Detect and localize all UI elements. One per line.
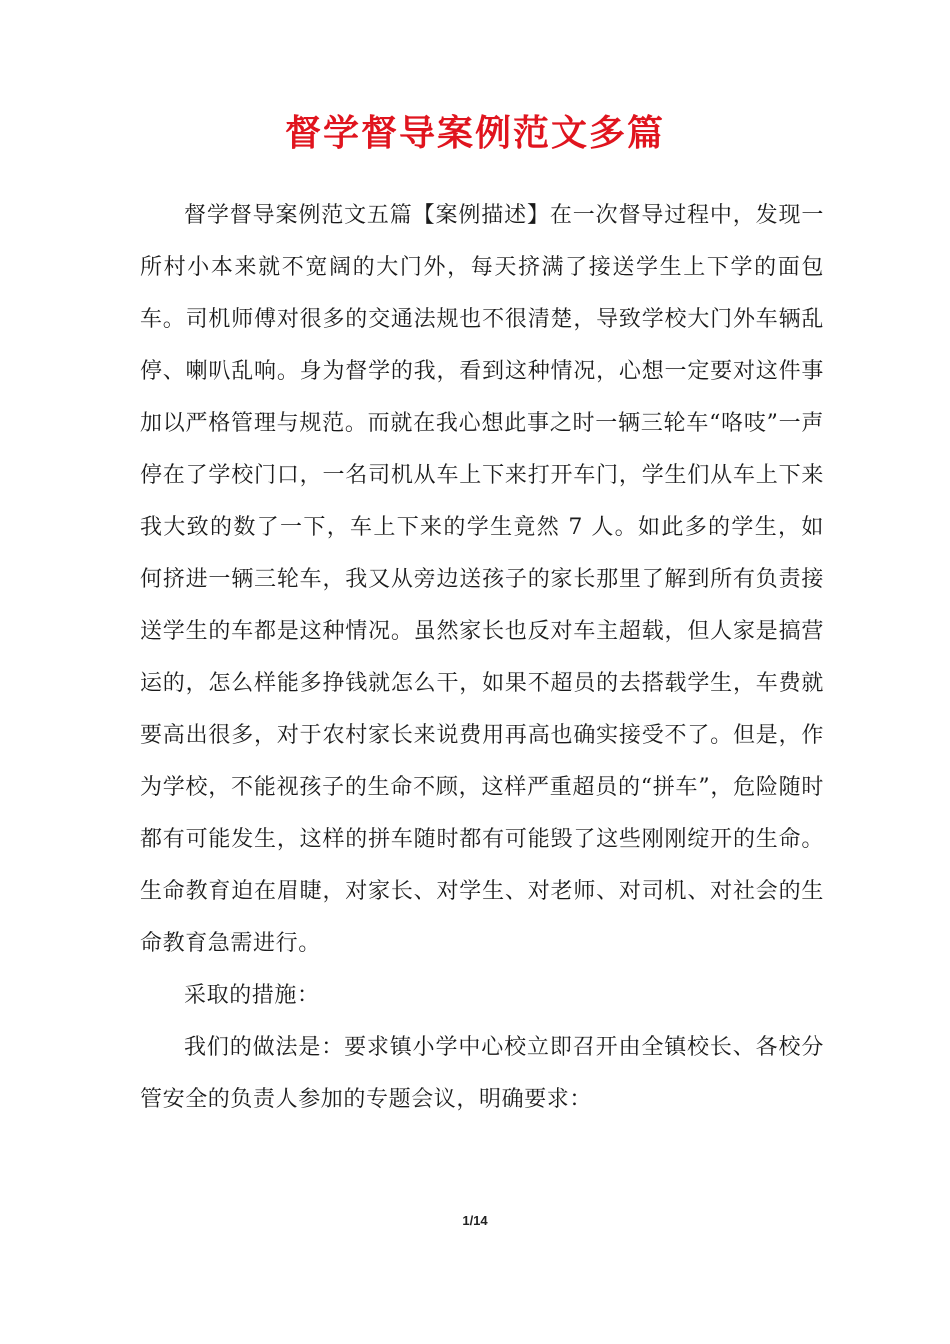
paragraph-case-description: 督学督导案例范文五篇【案例描述】在一次督导过程中，发现一所村小本来就不宽阔的大门外，每天挤满了接送学生上下学的面包车。司机师傅对很多的交通法规也不很清楚，导致学校大门外车辆乱停、喇叭乱响。身为督学的我，看到这种情况，心想一定要对这件事加以严格管理与规范。而就在我心想此事之时一辆三轮车“咯吱”一声停在了学校门口，一名司机从车上下来打开车门，学生们从车上下来我大致的数了一下，车上下来的学生竟然 7 人。如此多的学生，如何挤进一辆三轮车，我又从旁边送孩子的家长那里了解到所有负责接送学生的车都是这种情况。虽然家长也反对车主超载，但人家是搞营运的，怎么样能多挣钱就怎么干，如果不超员的去搭载学生，车费就要高出很多，对于农村家长来说费用再高也确实接受不了。但是，作为学校，不能视孩子的生命不顾，这样严重超员的“拼车”，危险随时都有可能发生，这样的拼车随时都有可能毁了这些刚刚绽开的生命。生命教育迫在眉睫，对家长、对学生、对老师、对司机、对社会的生命教育急需进行。: [140, 203, 824, 956]
document-body: [140, 190, 824, 1126]
page-title: 督学督导案例范文多篇: [284, 112, 665, 154]
page-number: 1/14: [462, 1213, 488, 1228]
paragraph-measures-heading: 采取的措施：: [184, 983, 320, 1008]
paragraph-our-approach: 我们的做法是：要求镇小学中心校立即召开由全镇校长、各校分管安全的负责人参加的专题会议，明确要求：: [140, 1035, 824, 1112]
